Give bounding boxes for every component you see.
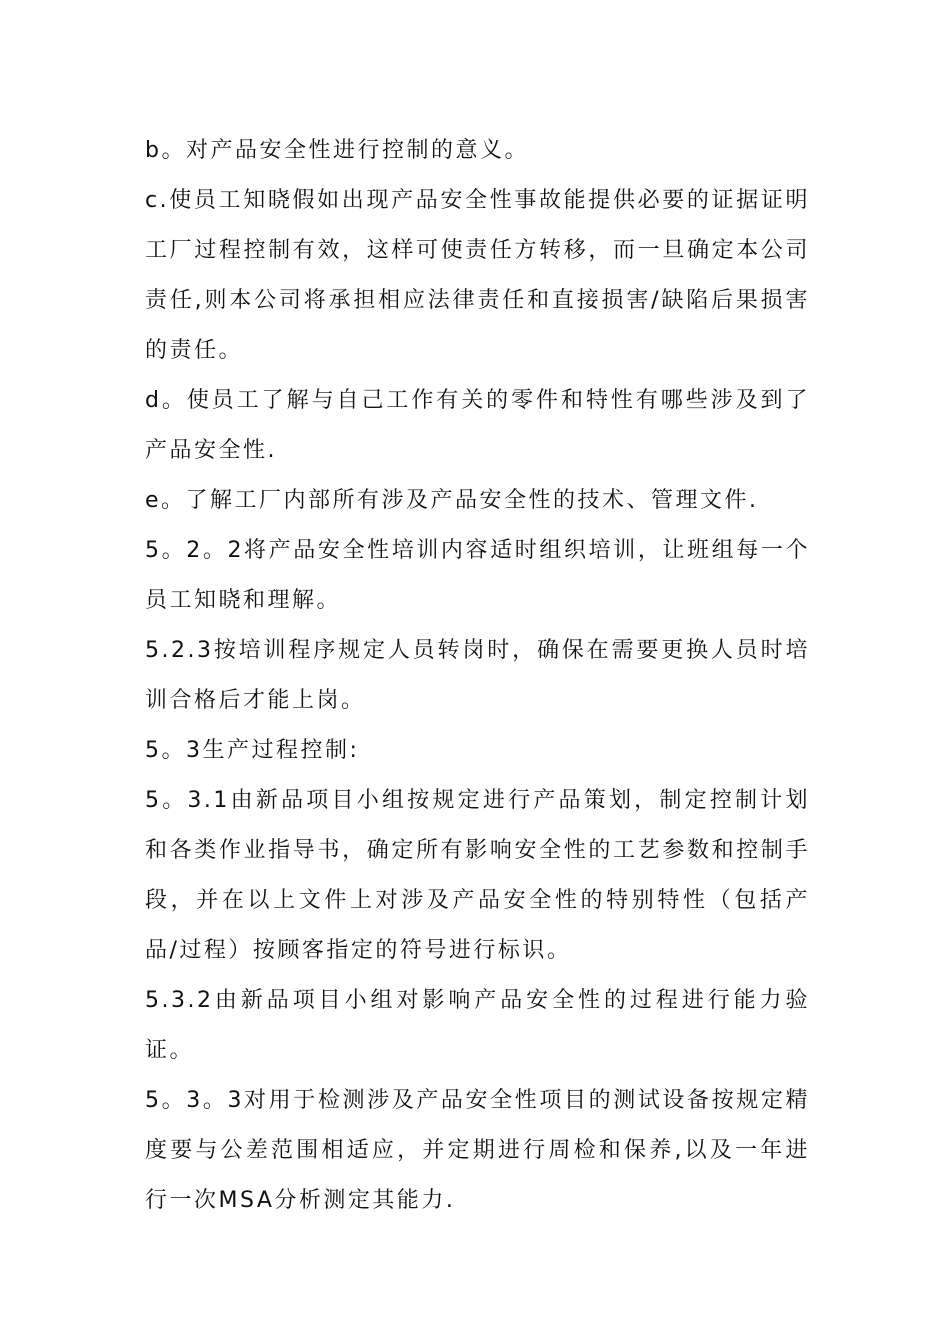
paragraph-5-2-2: 5。2。2将产品安全性培训内容适时组织培训，让班组每一个员工知晓和理解。: [145, 538, 810, 613]
paragraph-5-3-2: 5.3.2由新品项目小组对影响产品安全性的过程进行能力验证。: [145, 988, 810, 1063]
heading-5-3: 5。3生产过程控制:: [145, 738, 360, 763]
paragraph-b: b。对产品安全性进行控制的意义。: [145, 138, 529, 163]
paragraph-5-2-3: 5.2.3按培训程序规定人员转岗时，确保在需要更换人员时培训合格后才能上岗。: [145, 638, 810, 713]
paragraph-5-3-1: 5。3.1由新品项目小组按规定进行产品策划，制定控制计划和各类作业指导书，确定所有影响安全性的工艺参数和控制手段，并在以上文件上对涉及产品安全性的特别特性（包括产品/过程）按顾客指定的符号进行标识。: [145, 788, 810, 963]
paragraph-e: e。了解工厂内部所有涉及产品安全性的技术、管理文件.: [145, 488, 759, 513]
paragraph-d: d。使员工了解与自己工作有关的零件和特性有哪些涉及到了产品安全性.: [145, 388, 810, 463]
paragraph-5-3-3: 5。3。3对用于检测涉及产品安全性项目的测试设备按规定精度要与公差范围相适应，并定期进行周检和保养,以及一年进行一次MSA分析测定其能力.: [145, 1088, 810, 1213]
document-body: [145, 126, 810, 1226]
paragraph-c: c.使员工知晓假如出现产品安全性事故能提供必要的证据证明工厂过程控制有效，这样可使责任方转移，而一旦确定本公司责任,则本公司将承担相应法律责任和直接损害/缺陷后果损害的责任。: [145, 188, 810, 363]
